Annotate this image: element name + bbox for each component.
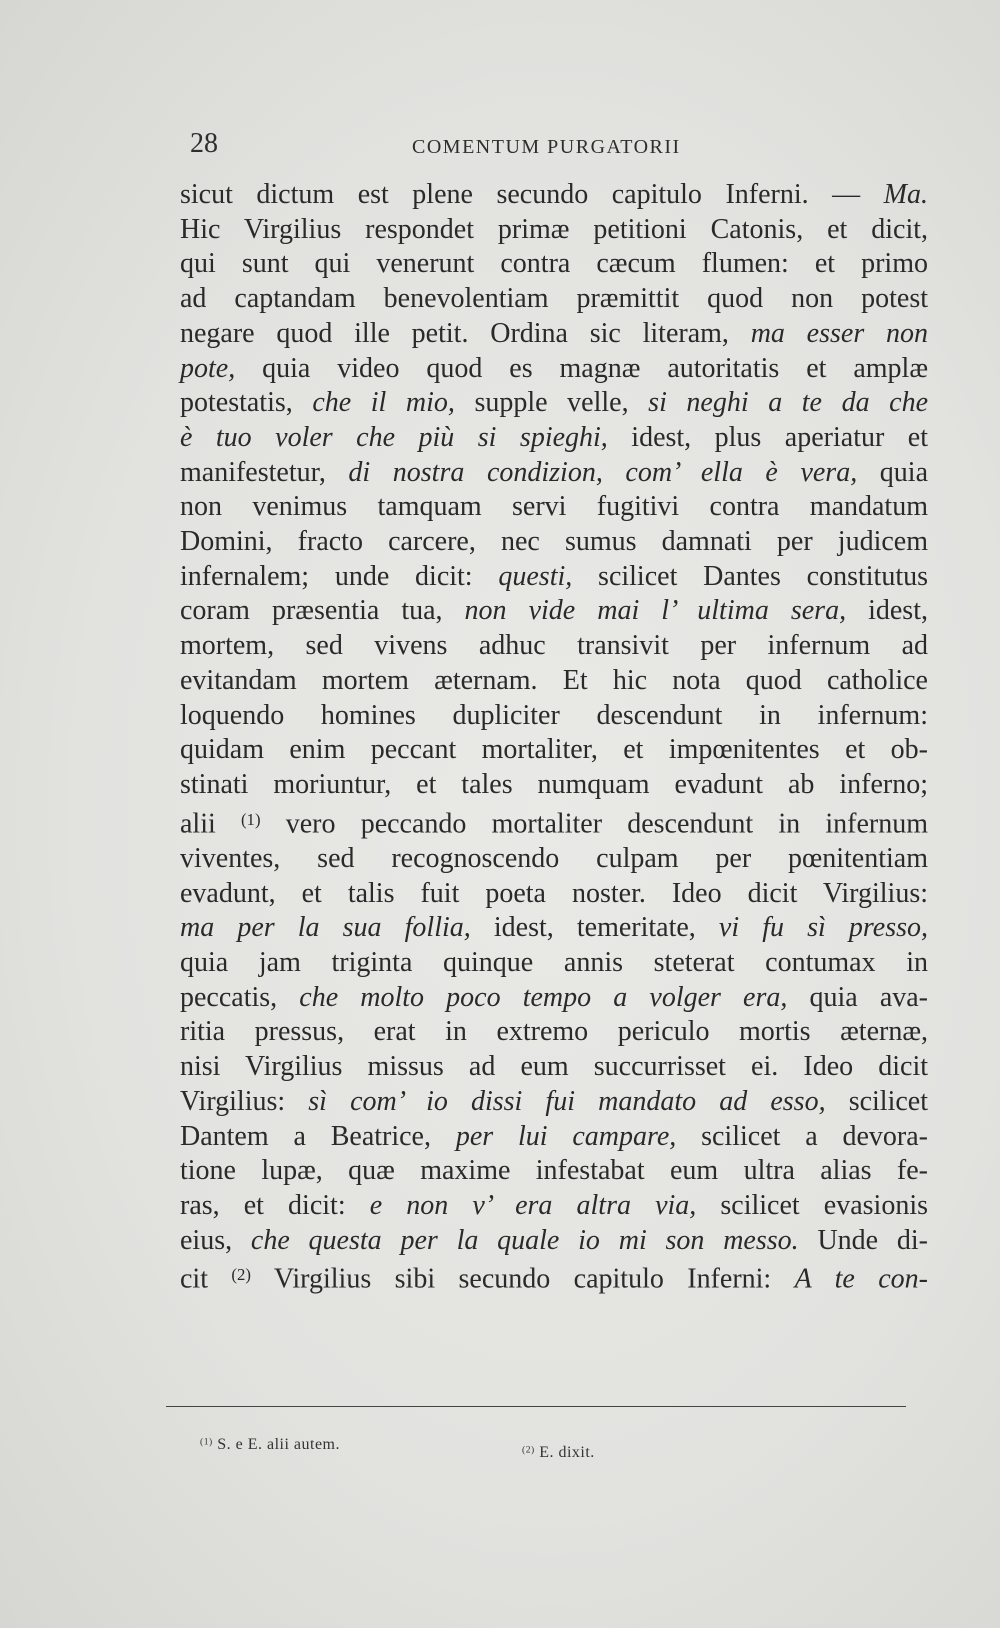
italic-segment: che il mio,	[312, 387, 455, 419]
text-line	[180, 456, 928, 491]
text-segment: evitandam mortem æternam. Et hic nota quod catholice	[180, 664, 928, 696]
text-line	[180, 560, 928, 595]
text-line	[180, 1189, 928, 1224]
text-segment: idest, temeritate,	[470, 912, 719, 944]
running-title: COMENTUM PURGATORII	[412, 136, 681, 158]
text-segment: Virgilius:	[180, 1085, 309, 1117]
body-text	[180, 178, 928, 1298]
text-line	[180, 421, 928, 456]
footnote-2-text: E. dixit.	[539, 1444, 595, 1461]
text-segment: quidam enim peccant mortaliter, et impœnitentes et ob-	[180, 734, 928, 766]
text-segment: qui sunt qui venerunt contra cæcum flumen: et primo	[180, 248, 928, 280]
italic-segment: è tuo voler che più si spieghi,	[180, 421, 608, 453]
text-line	[180, 1120, 928, 1155]
text-line	[180, 733, 928, 768]
text-line	[180, 213, 928, 248]
text-line	[180, 911, 928, 946]
text-segment: infernalem; unde dicit:	[180, 560, 499, 592]
text-segment: scilicet Dantes constitutus	[572, 560, 928, 592]
text-segment: quia video quod es magnæ autoritatis et amplæ	[235, 352, 928, 384]
italic-segment: sì com’ io dissi fui mandato ad esso,	[308, 1085, 826, 1117]
footnote-1-mark: (1)	[200, 1436, 213, 1448]
italic-segment: che molto poco tempo a volger era,	[299, 981, 788, 1013]
text-line	[180, 1154, 928, 1189]
text-line	[180, 629, 928, 664]
text-line	[180, 282, 928, 317]
text-line	[180, 664, 928, 699]
text-line	[180, 1085, 928, 1120]
text-segment: scilicet evasionis	[696, 1189, 929, 1221]
text-segment: negare quod ille petit. Ordina sic literam,	[180, 317, 751, 349]
text-segment: mortem, sed vivens adhuc transivit per infernum ad	[180, 630, 928, 662]
italic-segment: che questa per la quale io mi son messo.	[250, 1224, 799, 1256]
text-segment: evadunt, et talis fuit poeta noster. Ideo dicit Virgilius:	[180, 877, 928, 909]
text-line	[180, 352, 928, 387]
text-segment: Unde di-	[798, 1224, 928, 1256]
text-segment: non venimus tamquam servi fugitivi contra mandatum	[180, 491, 928, 523]
text-line	[180, 1224, 928, 1259]
text-line	[180, 877, 928, 912]
text-segment: Virgilius sibi secundo capitulo Inferni:	[250, 1263, 795, 1295]
text-segment: potestatis,	[180, 387, 313, 419]
text-segment: stinati moriuntur, et tales numquam evadunt ab inferno;	[180, 768, 928, 800]
text-segment: vero peccando mortaliter descendunt in infernum	[260, 808, 928, 840]
text-segment: Domini, fracto carcere, nec sumus damnati per judicem	[180, 526, 928, 558]
italic-segment: non vide mai l’ ultima sera,	[464, 595, 847, 627]
text-segment: scilicet	[825, 1085, 928, 1117]
footnote-ref: (1)	[240, 809, 261, 829]
footnote-2-mark: (2)	[522, 1444, 535, 1456]
italic-segment: questi,	[498, 560, 573, 592]
text-segment: idest,	[846, 595, 928, 627]
text-line	[180, 490, 928, 525]
text-line	[180, 178, 928, 213]
text-line	[180, 317, 928, 352]
italic-segment: A te con-	[794, 1263, 928, 1295]
text-line	[180, 699, 928, 734]
page-number: 28	[190, 128, 218, 159]
footnote-divider	[166, 1406, 906, 1407]
text-segment: coram præsentia tua,	[180, 595, 465, 627]
text-line	[180, 981, 928, 1016]
text-line	[180, 946, 928, 981]
text-line	[180, 768, 928, 803]
text-line	[180, 525, 928, 560]
text-segment: viventes, sed recognoscendo culpam per pœnitentiam	[180, 842, 928, 874]
text-segment: sicut dictum est plene secundo capitulo Inferni. —	[180, 179, 884, 210]
italic-segment: ma per la sua follia,	[180, 912, 471, 944]
text-segment: alii	[180, 808, 241, 840]
italic-segment: e non v’ era altra via,	[369, 1189, 697, 1221]
text-segment: manifestetur,	[180, 456, 349, 488]
text-segment: scilicet a devora-	[676, 1120, 928, 1152]
text-segment: ritia pressus, erat in extremo periculo mortis æternæ,	[180, 1016, 928, 1048]
text-segment: quia	[857, 456, 928, 488]
text-line	[180, 594, 928, 629]
italic-segment: si neghi a te da che	[648, 387, 928, 419]
footnote-2	[522, 1444, 595, 1462]
text-segment: peccatis,	[180, 981, 300, 1013]
italic-segment: ma esser non	[750, 317, 928, 349]
text-line	[180, 1050, 928, 1085]
footnote-1	[200, 1436, 340, 1454]
text-line	[180, 1015, 928, 1050]
text-segment: loquendo homines dupliciter descendunt in infernum:	[180, 699, 928, 731]
text-line	[180, 842, 928, 877]
footnote-1-text: S. e E. alii autem.	[217, 1436, 340, 1453]
text-segment: tione lupæ, quæ maxime infestabat eum ultra alias fe-	[180, 1155, 928, 1187]
text-segment: idest, plus aperiatur et	[607, 421, 928, 453]
footnote-ref: (2)	[231, 1265, 251, 1285]
text-segment: eius,	[180, 1224, 251, 1256]
text-segment: supple velle,	[454, 387, 649, 419]
text-segment: Hic Virgilius respondet primæ petitioni Catonis, et dicit,	[180, 213, 928, 245]
text-segment: Dantem a Beatrice,	[180, 1120, 456, 1152]
text-line	[180, 1258, 928, 1297]
text-line	[180, 803, 928, 842]
italic-segment: di nostra condizion, com’ ella è vera,	[348, 456, 858, 488]
text-segment: nisi Virgilius missus ad eum succurrisset ei. Ideo dicit	[180, 1051, 928, 1083]
text-line	[180, 386, 928, 421]
text-segment: quia ava-	[787, 981, 929, 1013]
italic-segment: per lui campare,	[455, 1120, 677, 1152]
italic-segment: Ma.	[883, 179, 928, 210]
text-segment: quia jam triginta quinque annis steterat contumax in	[180, 947, 928, 979]
italic-segment: vi fu sì presso,	[718, 912, 928, 944]
text-segment: ad captandam benevolentiam præmittit quod non potest	[180, 283, 928, 315]
text-line	[180, 247, 928, 282]
text-segment: cit	[180, 1263, 232, 1295]
italic-segment: pote,	[180, 352, 236, 384]
text-segment: ras, et dicit:	[180, 1189, 370, 1221]
